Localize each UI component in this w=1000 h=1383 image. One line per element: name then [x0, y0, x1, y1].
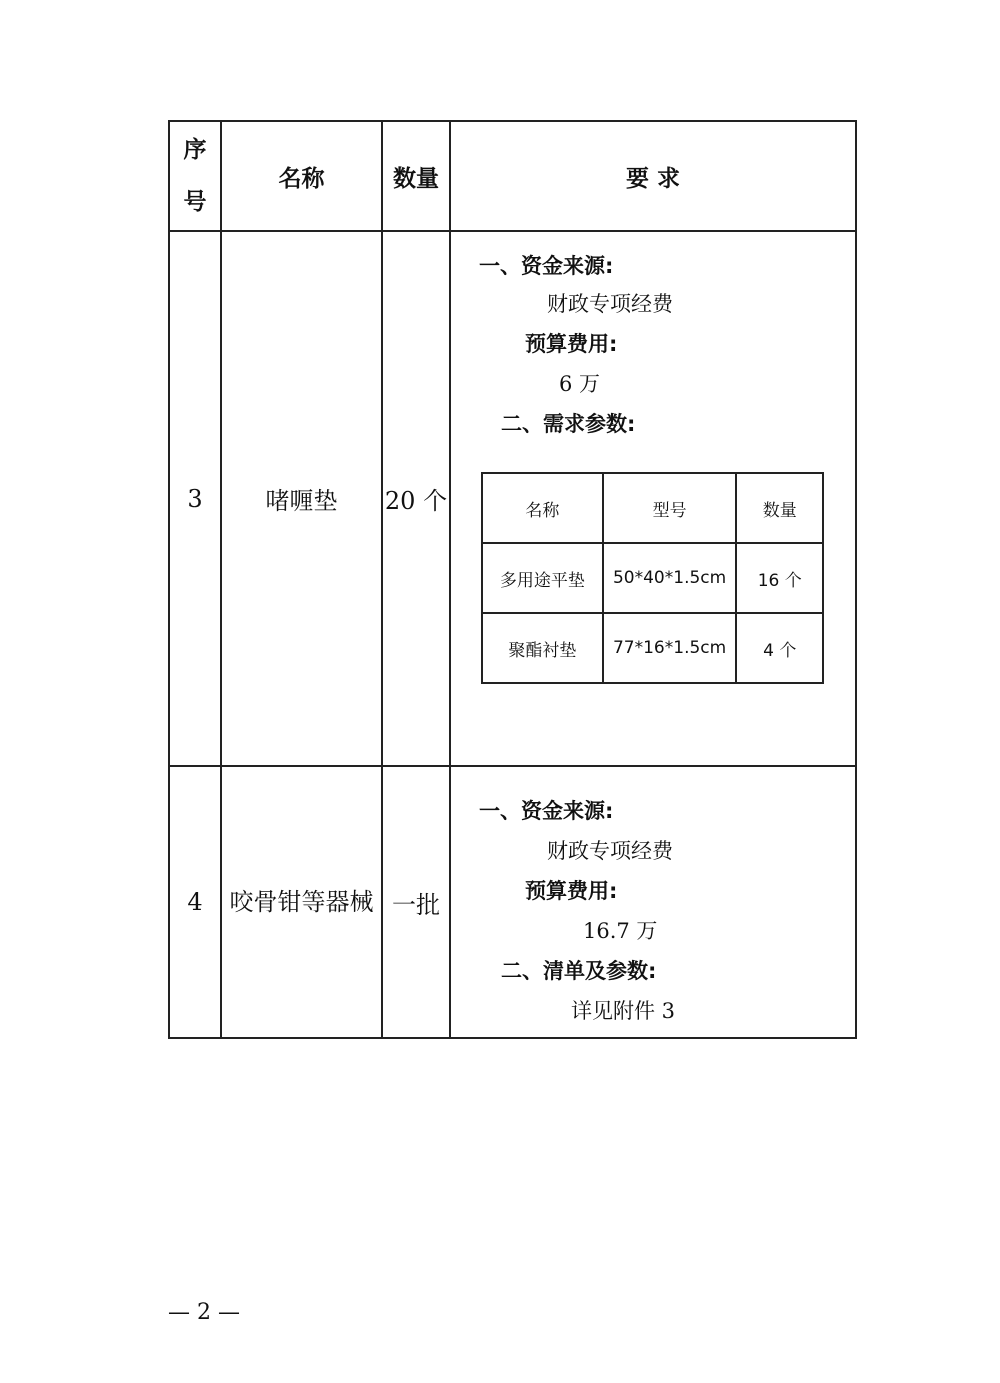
row-quantity: 20 个: [382, 231, 450, 766]
table-row: [169, 231, 856, 766]
header-seq: [169, 121, 221, 231]
header-seq-line1: 序: [183, 137, 207, 163]
table-row: [169, 766, 856, 1038]
row-name: 啫喱垫: [221, 231, 382, 766]
row-name: 咬骨钳等器械: [221, 766, 382, 1038]
budget-heading: 预算费用:: [525, 879, 618, 903]
params-cell-name: 聚酯衬垫: [482, 613, 603, 683]
row-seq: 3: [169, 231, 221, 766]
params-row: [482, 543, 823, 613]
header-name: 名称: [221, 121, 382, 231]
row-requirements: [450, 766, 856, 1038]
fund-heading: 一、资金来源:: [479, 799, 614, 823]
params-header-model: 型号: [603, 473, 737, 543]
params-cell-quantity: 16 个: [736, 543, 823, 613]
header-seq-line2: 号: [183, 189, 207, 215]
params-cell-name: 多用途平垫: [482, 543, 603, 613]
fund-heading: 一、资金来源:: [479, 254, 614, 278]
row-quantity: 一批: [382, 766, 450, 1038]
params-header-row: [482, 473, 823, 543]
params-header-name: 名称: [482, 473, 603, 543]
params-cell-quantity: 4 个: [736, 613, 823, 683]
params-cell-model: 77*16*1.5cm: [603, 613, 737, 683]
row-seq: 4: [169, 766, 221, 1038]
budget-value: 6 万: [559, 372, 601, 396]
list-heading: 二、清单及参数:: [501, 959, 657, 983]
params-row: [482, 613, 823, 683]
fund-value: 财政专项经费: [547, 292, 673, 316]
row-requirements: [450, 231, 856, 766]
params-header-quantity: 数量: [736, 473, 823, 543]
requirements-table: [168, 120, 857, 1039]
list-value: 详见附件 3: [571, 999, 676, 1023]
page-number: — 2 —: [168, 1300, 240, 1325]
fund-value: 财政专项经费: [547, 839, 673, 863]
budget-value: 16.7 万: [583, 919, 658, 943]
params-heading: 二、需求参数:: [501, 412, 636, 436]
header-requirements: 要 求: [450, 121, 856, 231]
params-table: [481, 472, 824, 684]
params-cell-model: 50*40*1.5cm: [603, 543, 737, 613]
table-header-row: [169, 121, 856, 231]
budget-heading: 预算费用:: [525, 332, 618, 356]
header-quantity: 数量: [382, 121, 450, 231]
